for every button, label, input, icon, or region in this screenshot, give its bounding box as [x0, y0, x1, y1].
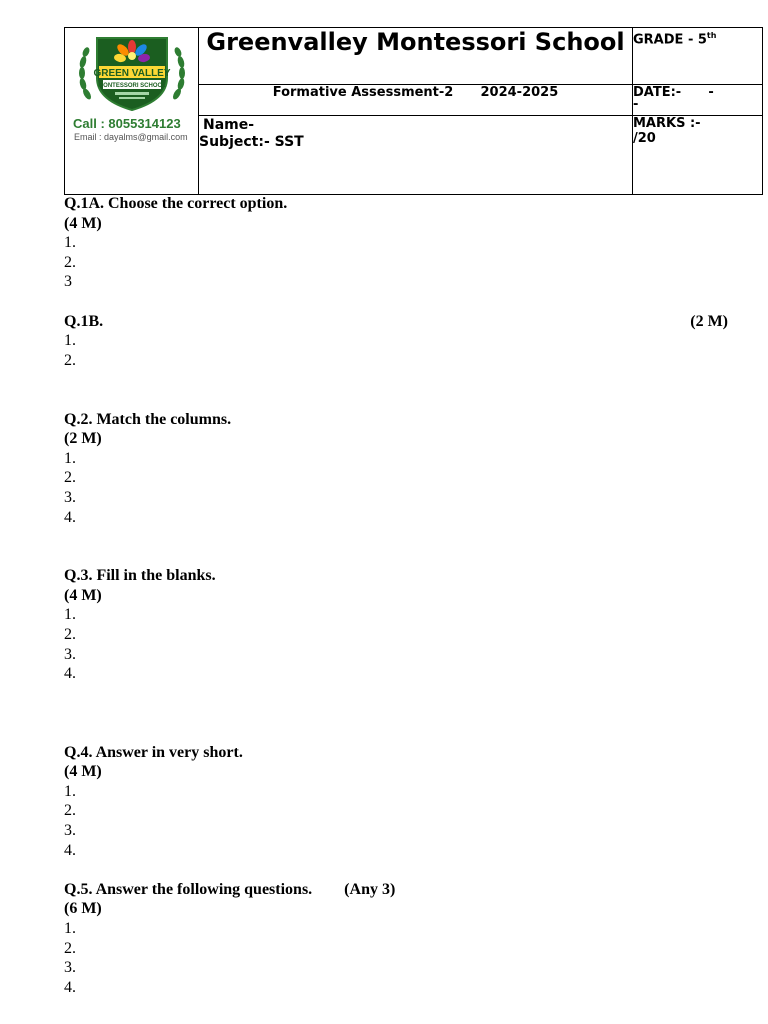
question-paper [64, 194, 744, 997]
list-item: 2. [64, 626, 76, 644]
q2-title: Q.2. Match the columns. [64, 410, 232, 428]
q1b-header [64, 312, 744, 332]
assessment-cell [199, 85, 633, 116]
header-table [64, 27, 763, 195]
list-item: 4. [64, 841, 76, 859]
list-item: 2. [64, 802, 76, 820]
list-item: 3. [64, 645, 76, 663]
q1a-marks: (4 M) [64, 214, 102, 232]
q4-marks: (4 M) [64, 763, 102, 781]
school-name-cell [199, 28, 633, 85]
q1b-title: Q.1B. [64, 312, 104, 330]
q1a-title: Q.1A. Choose the correct option. [64, 195, 288, 212]
logo-cell [65, 28, 199, 195]
q3-title: Q.3. Fill in the blanks. [64, 567, 216, 585]
assessment-title: Formative Assessment-2 2024-2025 [272, 85, 559, 100]
date-label: DATE:- - [633, 85, 714, 100]
list-item: 2. [64, 939, 76, 957]
list-item: 1. [64, 606, 76, 624]
q2-marks: (2 M) [64, 430, 102, 448]
list-item: 2. [64, 469, 76, 487]
subject-label: Subject:- SST [199, 134, 304, 150]
svg-text:GREEN VALLEY: GREEN VALLEY [93, 68, 171, 79]
school-name: Greenvalley Montessori School [206, 28, 625, 56]
list-item: 3. [64, 822, 76, 839]
marks-label: MARKS :- [633, 116, 701, 131]
school-logo [73, 32, 191, 118]
grade-label: GRADE - 5th [633, 31, 717, 48]
date-dash: - [633, 97, 639, 112]
list-item: 4. [64, 508, 76, 526]
grade-cell [633, 28, 763, 85]
list-item: 1. [64, 919, 76, 937]
list-item: 3. [64, 488, 76, 506]
marks-total: /20 [633, 131, 656, 146]
q5-marks: (6 M) [64, 900, 102, 918]
list-item: 3. [64, 959, 76, 977]
list-item: 1. [64, 782, 76, 800]
list-item: 1. [64, 332, 76, 350]
q5-title: Q.5. Answer the following questions. (Any 3) [64, 880, 396, 898]
q4-title: Q.4. Answer in very short. [64, 743, 243, 761]
q3-marks: (4 M) [64, 586, 102, 604]
list-item: 2. [64, 351, 76, 369]
name-subject-cell [199, 116, 633, 195]
list-item: 1. [64, 449, 76, 467]
list-item: 1. [64, 234, 76, 252]
marks-cell [633, 116, 763, 195]
name-field: Name- [203, 117, 255, 133]
email-address: Email : dayalms@gmail.com [74, 132, 188, 142]
date-cell [633, 85, 763, 116]
svg-text:MONTESSORI SCHOOL: MONTESSORI SCHOOL [98, 83, 166, 89]
list-item: 4. [64, 665, 76, 683]
list-item: 4. [64, 978, 76, 996]
phone-number: Call : 8055314123 [73, 116, 181, 131]
q1b-marks: (2 M) [690, 312, 728, 330]
list-item: 3 [64, 273, 72, 291]
list-item: 2. [64, 253, 76, 271]
